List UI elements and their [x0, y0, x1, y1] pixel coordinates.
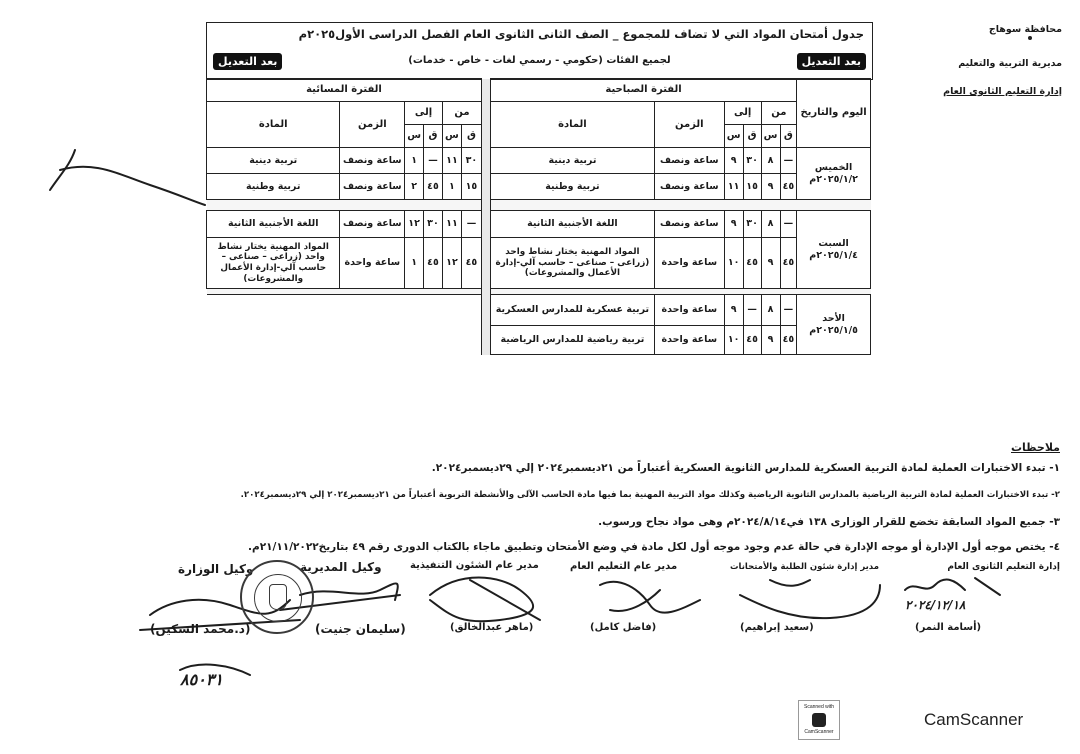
- morning-from-hour: س: [761, 125, 780, 148]
- morning-subject-header: المادة: [490, 102, 654, 148]
- time-cell: —: [780, 148, 797, 174]
- time-cell: ١: [442, 174, 461, 200]
- evening-to-hour: س: [405, 125, 424, 148]
- after-edit-badge-left: بعد التعديل: [213, 53, 282, 70]
- day-name: الخميس: [814, 162, 853, 174]
- time-cell: ٤٥: [743, 238, 761, 289]
- time-cell: ١٢: [442, 238, 461, 289]
- morning-period-header: الفترة الصباحية: [490, 79, 796, 102]
- time-cell: ٤٥: [780, 326, 797, 355]
- spacer-row: [207, 200, 871, 211]
- evening-subject-header: المادة: [207, 102, 340, 148]
- official-seal-icon: [240, 560, 314, 634]
- signature-title: مدير عام التعليم العام: [570, 561, 678, 572]
- day-date: ٢٠٢٥/١/٤م: [809, 249, 858, 261]
- signature-name: (سعيد إبراهيم): [740, 622, 814, 633]
- signature-name: (أسامة النمر): [915, 622, 982, 633]
- evening-to-minute: ق: [424, 125, 443, 148]
- subject-cell: اللغة الأجنبية الثانية: [207, 211, 340, 238]
- duration-cell: ساعة واحدة: [340, 238, 405, 289]
- time-cell: ١: [405, 238, 424, 289]
- table-row: [207, 211, 871, 238]
- subject-cell: تربية وطنية: [490, 174, 654, 200]
- signature-name: (د.محمد السكين): [150, 622, 251, 636]
- document-subtitle: لجميع الفئات (حكومي - رسمي لغات - خاص - خدمات): [408, 55, 671, 66]
- governorate-label: محافظة سوهاج: [988, 24, 1062, 35]
- period-divider: [481, 79, 490, 355]
- duration-cell: ساعة ونصف: [340, 174, 405, 200]
- time-cell: ٨: [761, 148, 780, 174]
- day-cell-thursday: [797, 148, 871, 200]
- camscanner-badge: [798, 700, 840, 740]
- time-cell: —: [461, 211, 481, 238]
- day-name: الأحد: [822, 313, 845, 325]
- time-cell: ٤٥: [424, 238, 443, 289]
- time-cell: ٣٠: [743, 211, 761, 238]
- document-title: جدول أمتحان المواد التي لا تضاف للمجموع _ الصف الثانى الثانوى العام الفصل الدراسى الأول٢٠٢٥م: [298, 27, 864, 41]
- signature-title: وكيل الوزارة: [178, 562, 254, 576]
- evening-from-minute: ق: [461, 125, 481, 148]
- time-cell: ٩: [724, 211, 743, 238]
- time-cell: ١١: [442, 148, 461, 174]
- morning-to-minute: ق: [743, 125, 761, 148]
- time-cell: ٣٠: [461, 148, 481, 174]
- time-cell: ١١: [442, 211, 461, 238]
- note-item: ٢- تبدء الاختبارات العملية لمادة التربية الرياضية بالمدارس الثانوية الرياضية وكذلك مواد التربية المهنية بما فيها مادة الحاسب الآلى والأنشطة التربوية أعتباراً من ٢١ديسمبر٢٠٢٤ إلي ٢٩ديسمبر٢٠٢٤.: [240, 490, 1060, 500]
- morning-duration-header: الزمن: [654, 102, 724, 148]
- signature-name: (سليمان جنيت): [315, 622, 406, 636]
- title-box: [206, 22, 873, 80]
- time-cell: ٩: [761, 238, 780, 289]
- duration-cell: ساعة ونصف: [340, 148, 405, 174]
- day-cell-sunday: [797, 295, 871, 355]
- admin-label: إدارة التعليم الثانوى العام: [943, 86, 1062, 97]
- subject-cell: تربية دينية: [490, 148, 654, 174]
- signature-title: مدير عام الشئون التنفيذية: [410, 560, 539, 571]
- time-cell: ٤٥: [461, 238, 481, 289]
- evening-period-header: الفترة المسائية: [207, 79, 482, 102]
- subject-cell: تربية رياضية للمدارس الرياضية: [490, 326, 654, 355]
- table-row: [207, 238, 871, 289]
- time-cell: ٩: [724, 295, 743, 326]
- time-cell: ٤٥: [743, 326, 761, 355]
- time-cell: ١٥: [743, 174, 761, 200]
- badge-top-text: Scanned with: [803, 704, 835, 710]
- time-cell: ١١: [724, 174, 743, 200]
- exam-schedule-table: [206, 78, 871, 355]
- time-cell: ٩: [724, 148, 743, 174]
- handwritten-number: ٨٥٠٣١: [180, 670, 223, 689]
- note-item: ٣- جميع المواد السابقة تخضع للقرار الوزارى ١٣٨ في٢٠٢٤/٨/١٤م وهى مواد نجاح ورسوب.: [598, 516, 1060, 528]
- duration-cell: ساعة ونصف: [654, 174, 724, 200]
- time-cell: ٤٥: [780, 174, 797, 200]
- evening-empty-cell: [207, 295, 482, 355]
- time-cell: ٤٥: [780, 238, 797, 289]
- corner-mark: [1028, 36, 1032, 40]
- morning-from-header: من: [761, 102, 797, 125]
- note-item: ٤- يختص موجه أول الإدارة أو موجه الإدارة في حالة عدم وجود موجه أول لكل مادة في وضع الأمتحان وتطبيق ماجاء بالكتاب الدورى رقم ٤٩ بتاريخ٢١/١١/٢٠٢٢م.: [248, 541, 1060, 553]
- duration-cell: ساعة ونصف: [340, 211, 405, 238]
- day-date: ٢٠٢٥/١/٢م: [809, 173, 858, 185]
- duration-cell: ساعة واحدة: [654, 295, 724, 326]
- handwritten-date: ٢٠٢٤/١٢/١٨: [905, 598, 966, 612]
- time-cell: ٩: [761, 326, 780, 355]
- subject-cell: المواد المهنية يختار نشاط واحد (زراعى – صناعى – حاسب آلي-إدارة الأعمال والمشروعات): [207, 238, 340, 289]
- time-cell: ٣٠: [424, 211, 443, 238]
- signature-title: وكيل المديرية: [300, 560, 382, 574]
- table-row: [207, 295, 871, 326]
- duration-cell: ساعة واحدة: [654, 326, 724, 355]
- time-cell: ١٥: [461, 174, 481, 200]
- time-cell: ٨: [761, 211, 780, 238]
- evening-duration-header: الزمن: [340, 102, 405, 148]
- day-name: السبت: [818, 238, 849, 250]
- signature-title: إدارة التعليم الثانوى العام: [947, 562, 1060, 572]
- after-edit-badge-right: بعد التعديل: [797, 53, 866, 70]
- directorate-label: مديرية التربية والتعليم: [958, 58, 1062, 69]
- subject-cell: المواد المهنية يختار نشاط واحد (زراعى – صناعى – حاسب آلي-إدارة الأعمال والمشروعات): [490, 238, 654, 289]
- time-cell: ١٠: [724, 326, 743, 355]
- table-row: [207, 174, 871, 200]
- evening-from-header: من: [442, 102, 481, 125]
- signature-name: (ماهر عبدالخالق): [450, 622, 534, 633]
- morning-from-minute: ق: [780, 125, 797, 148]
- camscanner-watermark: CamScanner: [924, 710, 1024, 729]
- time-cell: ٨: [761, 295, 780, 326]
- subject-cell: تربية وطنية: [207, 174, 340, 200]
- time-cell: —: [780, 295, 797, 326]
- time-cell: ٣٠: [743, 148, 761, 174]
- camscanner-logo-icon: [812, 713, 826, 727]
- signature-name: (فاضل كامل): [590, 622, 657, 633]
- evening-to-header: إلى: [405, 102, 443, 125]
- time-cell: —: [780, 211, 797, 238]
- duration-cell: ساعة ونصف: [654, 211, 724, 238]
- day-cell-saturday: [797, 211, 871, 289]
- time-cell: ١٢: [405, 211, 424, 238]
- subject-cell: تربية دينية: [207, 148, 340, 174]
- table-row: [207, 148, 871, 174]
- evening-from-hour: س: [442, 125, 461, 148]
- subject-cell: اللغة الأجنبية الثانية: [490, 211, 654, 238]
- morning-to-hour: س: [724, 125, 743, 148]
- note-item: ١- تبدء الاختبارات العملية لمادة التربية العسكرية للمدارس الثانوية العسكرية أعتباراً من ٢١ديسمبر٢٠٢٤ إلي ٢٩ديسمبر٢٠٢٤.: [431, 462, 1060, 474]
- day-date-header: اليوم والتاريخ: [797, 79, 871, 148]
- duration-cell: ساعة ونصف: [654, 148, 724, 174]
- time-cell: ٩: [761, 174, 780, 200]
- time-cell: ٤٥: [424, 174, 443, 200]
- duration-cell: ساعة واحدة: [654, 238, 724, 289]
- time-cell: —: [424, 148, 443, 174]
- time-cell: —: [743, 295, 761, 326]
- morning-to-header: إلى: [724, 102, 761, 125]
- notes-heading: ملاحظات: [1011, 441, 1060, 454]
- time-cell: ٢: [405, 174, 424, 200]
- time-cell: ١٠: [724, 238, 743, 289]
- badge-bottom-text: CamScanner: [804, 729, 834, 735]
- time-cell: ١: [405, 148, 424, 174]
- subject-cell: تربية عسكرية للمدارس العسكرية: [490, 295, 654, 326]
- day-date: ٢٠٢٥/١/٥م: [809, 324, 858, 336]
- signature-title: مدير إدارة شئون الطلبة والأمتحانات: [730, 562, 879, 572]
